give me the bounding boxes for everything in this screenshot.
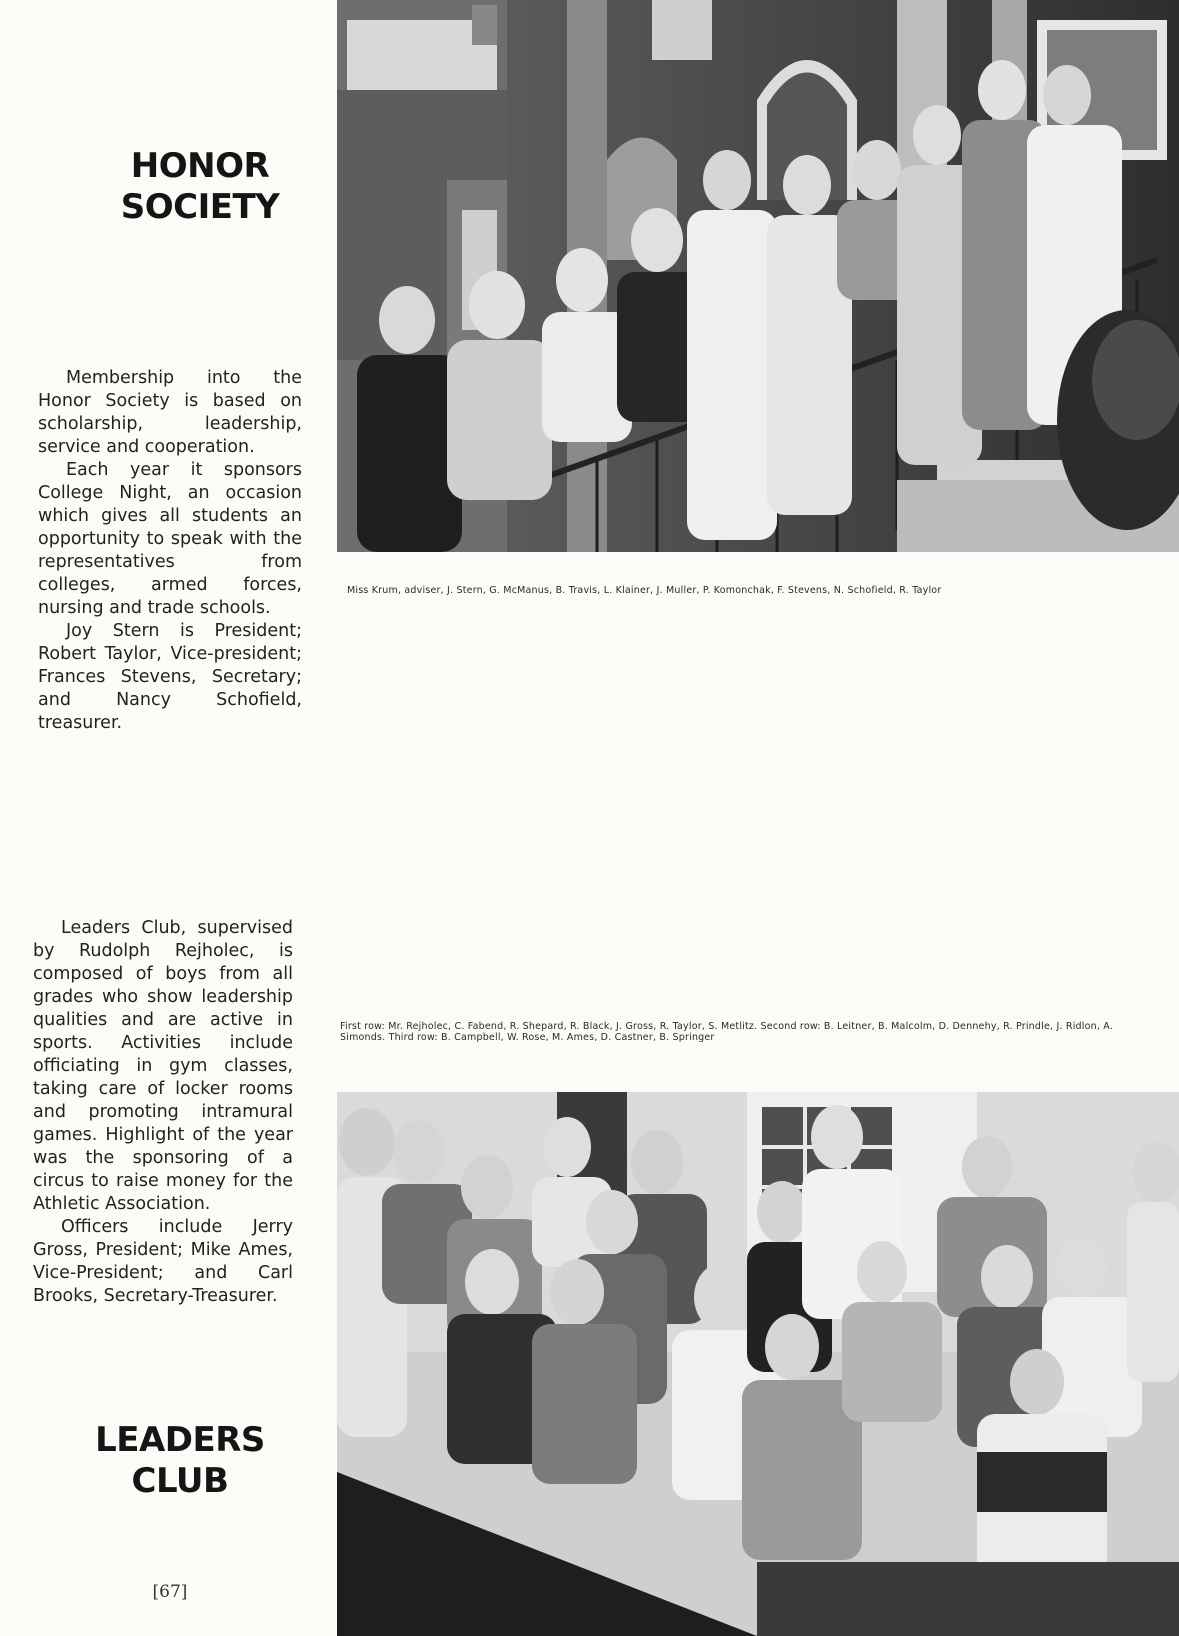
honor-heading-line1: HONOR bbox=[130, 146, 270, 186]
leaders-club-text bbox=[33, 917, 293, 1308]
honor-society-heading bbox=[80, 146, 320, 228]
leaders-club-heading bbox=[60, 1420, 300, 1502]
leaders-heading-line1: LEADERS bbox=[95, 1420, 265, 1460]
honor-paragraph: Joy Stern is President; Robert Taylor, Vice-president; Frances Stevens, Secretary; and Nancy Schofield, treasurer. bbox=[38, 621, 302, 733]
honor-society-caption: Miss Krum, adviser, J. Stern, G. McManus, B. Travis, L. Klainer, J. Muller, P. Komonchak, F. Stevens, N. Schofield, R. Taylor bbox=[347, 585, 942, 596]
leaders-paragraph: Leaders Club, supervised by Rudolph Rejholec, is composed of boys from all grades who show leadership qualities and are active in sports. Activities include officiating in gym classes, taking care of locker rooms and promoting intramural games. Highlight of the year was the sponsoring of a circus to raise money for the Athletic Association. bbox=[33, 918, 293, 1214]
leaders-heading-line2: CLUB bbox=[131, 1461, 229, 1501]
honor-society-text bbox=[38, 367, 302, 735]
leaders-club-group-photo bbox=[337, 1092, 1179, 1636]
leaders-paragraph: Officers include Jerry Gross, President; Mike Ames, Vice-President; and Carl Brooks, Secretary-Treasurer. bbox=[33, 1217, 293, 1306]
leaders-club-caption: First row: Mr. Rejholec, C. Fabend, R. Shepard, R. Black, J. Gross, R. Taylor, S. Metlitz. Second row: B. Leitner, B. Malcolm, D. Dennehy, R. Prindle, J. Ridlon, A. Simonds. Third row: B. Campbell, W. Rose, M. Ames, D. Castner, B. Springer bbox=[340, 1021, 1114, 1043]
honor-paragraph: Each year it sponsors College Night, an occasion which gives all students an opportunity to speak with the representatives from colleges, armed forces, nursing and trade schools. bbox=[38, 460, 302, 618]
honor-heading-line2: SOCIETY bbox=[120, 187, 280, 227]
honor-paragraph: Membership into the Honor Society is based on scholarship, leadership, service and cooperation. bbox=[38, 368, 302, 457]
honor-society-group-photo bbox=[337, 0, 1179, 552]
page-number: [67] bbox=[152, 1582, 188, 1602]
